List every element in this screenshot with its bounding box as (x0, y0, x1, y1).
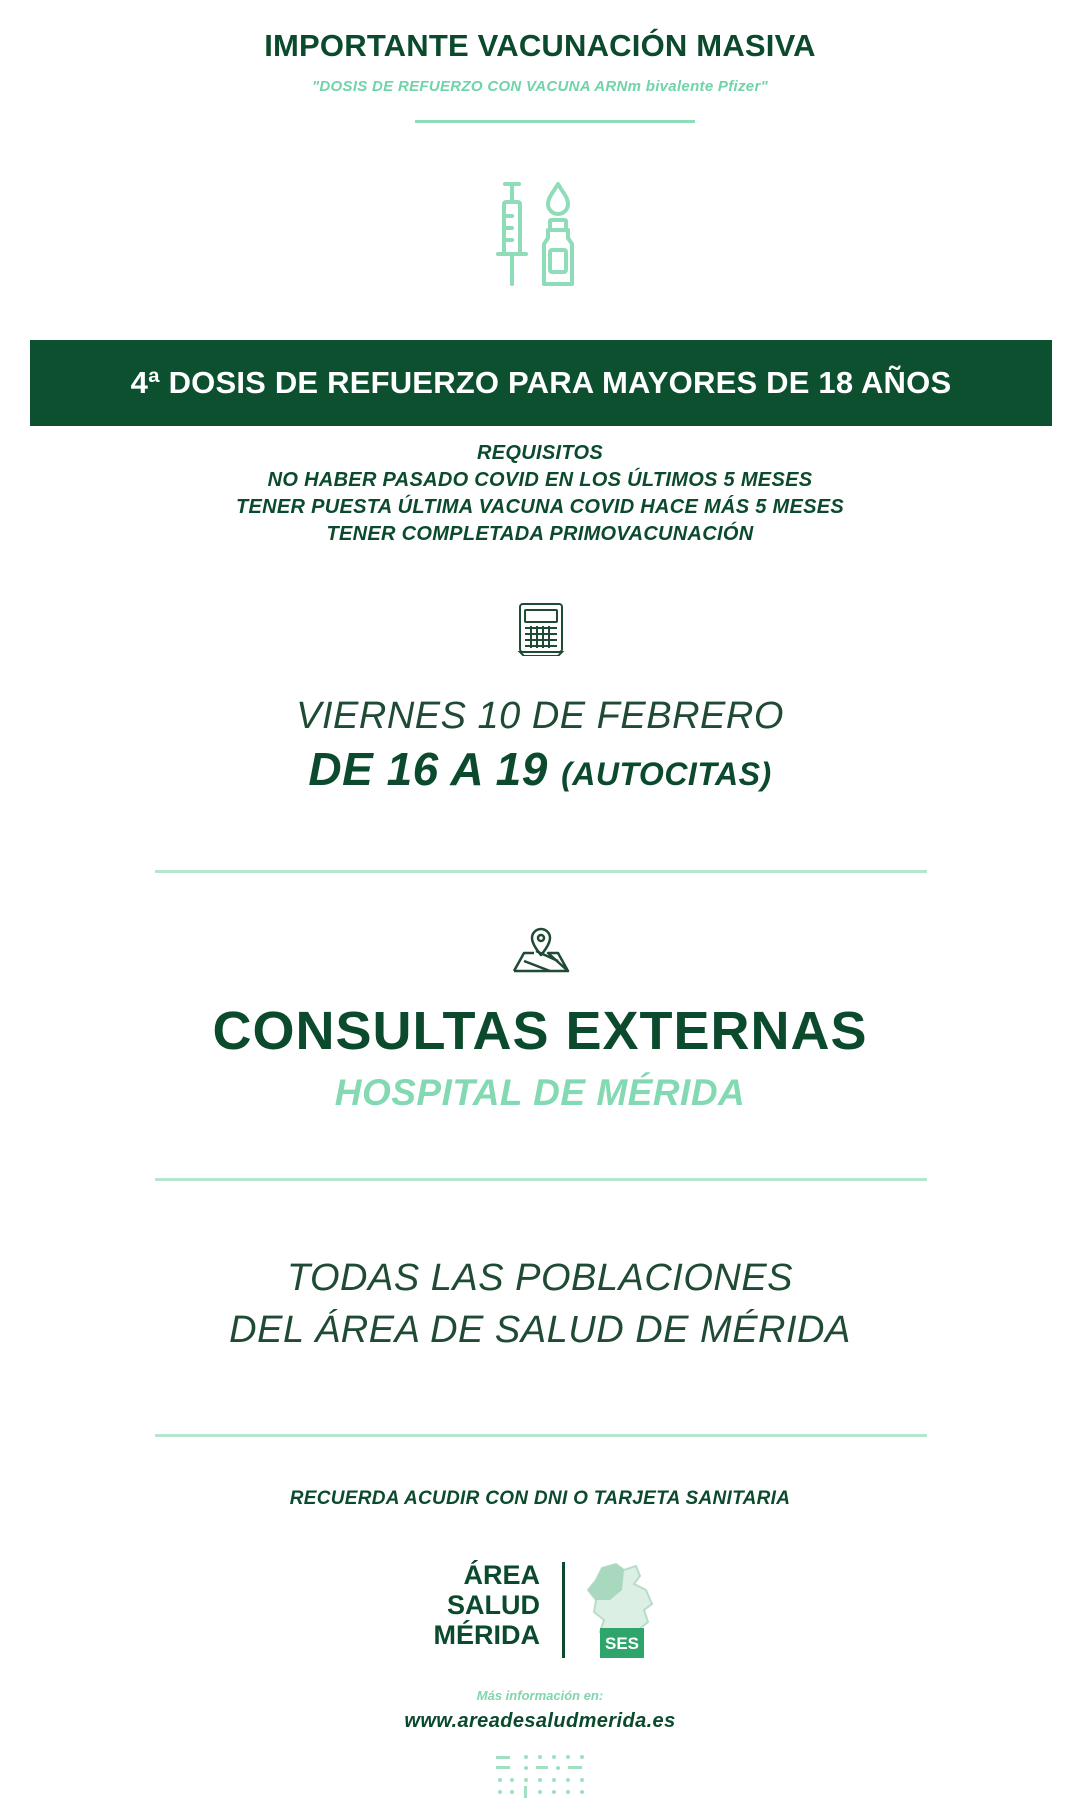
requirements-heading: REQUISITOS (477, 442, 603, 464)
event-date: VIERNES 10 DE FEBRERO (296, 695, 784, 737)
more-info-label: Más información en: (476, 1688, 604, 1703)
website-link[interactable]: www.areadesaludmerida.es (404, 1710, 676, 1732)
time-note: (AUTOCITAS) (561, 756, 772, 792)
calendar-icon (516, 598, 566, 656)
dose-banner (30, 340, 1052, 426)
drop-icon (548, 184, 568, 214)
location-name: CONSULTAS EXTERNAS (212, 1001, 868, 1061)
vial-icon (544, 220, 572, 284)
requirement-item: NO HABER PASADO COVID EN LOS ÚLTIMOS 5 MESES (267, 469, 813, 491)
extremadura-map-icon (582, 1560, 658, 1660)
dots-logo-icon (492, 1752, 590, 1798)
banner-text: 4ª DOSIS DE REFUERZO PARA MAYORES DE 18 AÑOS (130, 365, 952, 400)
section-divider (155, 1178, 927, 1181)
ses-badge-text: SES (604, 1634, 640, 1653)
section-divider (155, 1434, 927, 1437)
poster-title: IMPORTANTE VACUNACIÓN MASIVA (264, 28, 816, 63)
area-salud-logo-text (400, 1560, 540, 1650)
requirement-item: TENER PUESTA ÚLTIMA VACUNA COVID HACE MÁS 5 MESES (235, 496, 845, 518)
reminder-text: RECUERDA ACUDIR CON DNI O TARJETA SANITARIA (289, 1488, 791, 1509)
population-block (0, 1252, 1080, 1356)
requirements-block (0, 440, 1080, 548)
logo-line: ÁREA (463, 1560, 540, 1590)
map-pin-icon (510, 925, 572, 977)
location-hospital: HOSPITAL DE MÉRIDA (334, 1072, 746, 1113)
syringe-vial-icon (492, 180, 588, 290)
population-line-2: DEL ÁREA DE SALUD DE MÉRIDA (229, 1309, 851, 1351)
logo-line: MÉRIDA (433, 1620, 540, 1650)
time-range: DE 16 A 19 (308, 743, 548, 795)
event-time (0, 742, 1080, 796)
poster-subtitle: "DOSIS DE REFUERZO CON VACUNA ARNm bivalente Pfizer" (312, 78, 768, 95)
requirement-item: TENER COMPLETADA PRIMOVACUNACIÓN (326, 523, 754, 545)
population-line-1: TODAS LAS POBLACIONES (286, 1257, 794, 1299)
syringe-icon (498, 184, 526, 284)
title-divider (415, 120, 695, 123)
logo-line: SALUD (447, 1590, 540, 1620)
logo-divider (562, 1562, 565, 1658)
section-divider (155, 870, 927, 873)
